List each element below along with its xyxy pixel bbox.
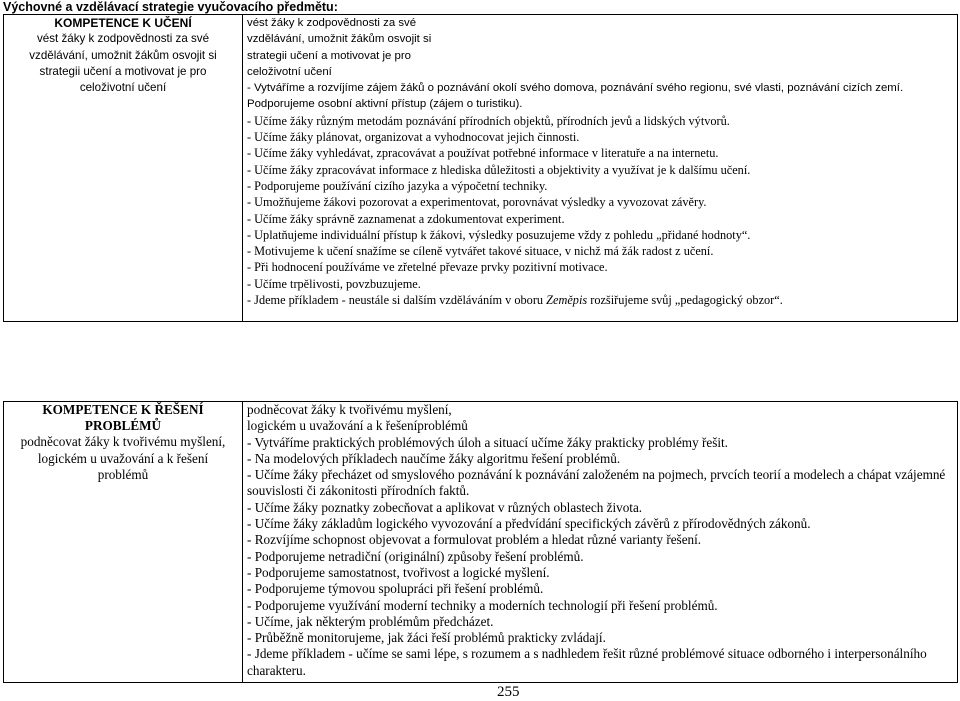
competence-learning-title: KOMPETENCE K UČENÍ: [54, 16, 192, 30]
competence-learning-goal-line: vést žáky k zodpovědnosti za své: [36, 32, 210, 46]
competence-problem-solving-goal-line: podněcovat žáky k tvořivému myšlení,: [20, 434, 226, 450]
competence-problem-solving-title: PROBLÉMŮ: [84, 418, 162, 434]
section-heading: Výchovné a vzdělávací strategie vyučovacího předmětu:: [3, 0, 338, 14]
competence-problem-solving-table: [3, 401, 958, 683]
competence-learning-goal-line: vzdělávání, umožnit žákům osvojit si: [29, 48, 217, 62]
competence-learning-intro-line: strategii učení a motivovat je pro: [247, 49, 411, 62]
strategy-item: - Učíme žáky plánovat, organizovat a vyhodnocovat jejich činnosti.: [247, 130, 580, 145]
strategy-item: - Motivujeme k učení snažíme se cíleně vytvářet takové situace, v nichž má žák radost z učení.: [247, 244, 714, 259]
competence-learning-left-cell: [4, 15, 243, 322]
strategy-item: - Umožňujeme žákovi pozorovat a experimentovat, porovnávat výsledky a vyvozovat závěry.: [247, 195, 707, 210]
strategy-item: - Učíme žáky poznatky zobecňovat a aplikovat v různých oblastech života.: [247, 499, 643, 515]
page-number: 255: [497, 684, 520, 700]
strategy-item: - Podporujeme samostatnost, tvořivost a logické myšlení.: [247, 564, 550, 580]
strategy-text: rozšiřujeme svůj „pedagogický obzor“.: [587, 293, 783, 308]
competence-problem-solving-title: KOMPETENCE K ŘEŠENÍ: [42, 402, 204, 417]
competence-problem-solving-goal-line: problémů: [97, 466, 149, 482]
strategy-item: - Učíme žáky zpracovávat informace z hlediska důležitosti a objektivity a využívat je k dalšímu učení.: [247, 162, 751, 177]
competence-problem-solving-intro-line: podněcovat žáky k tvořivému myšlení,: [247, 402, 452, 417]
strategy-item: - Na modelových příkladech naučíme žáky algoritmu řešení problémů.: [247, 450, 621, 466]
strategy-item: - Učíme žáky přecházet od smyslového poznávání k poznávání založeném na pojmech, prvcích teorií a modelech a chápat vzájemné souvislosti či zákonitosti přírodních faktů.: [247, 467, 946, 499]
competence-learning-intro-line: vzdělávání, umožnit žákům osvojit si: [247, 33, 432, 46]
competence-problem-solving-intro-line: logickém u uvažování a k řešeníproblémů: [247, 418, 468, 434]
strategy-item: - Učíme trpělivosti, povzbuzujeme.: [247, 276, 421, 291]
competence-learning-intro-line: vést žáky k zodpovědnosti za své: [247, 17, 417, 29]
competence-problem-solving-strategies-cell: [243, 402, 958, 683]
strategy-item: - Učíme žáky vyhledávat, zpracovávat a používat potřebné informace v literatuře a na internetu.: [247, 146, 719, 161]
strategy-text: - Jdeme příkladem - neustále si dalším vzděláváním v oboru: [247, 293, 547, 308]
strategy-item: - Učíme žáky základům logického vyvozování a předvídání specifických závěrů z přírodovědných zákonů.: [247, 516, 811, 532]
strategy-item: - Při hodnocení používáme ve zřetelné převaze prvky pozitivní motivace.: [247, 260, 608, 275]
strategy-item: - Vytváříme a rozvíjíme zájem žáků o poznávání okolí svého domova, poznávání svého regionu, své vlasti, poznávání cizích zemí. Podporujeme osobní aktivní přístup (zájem o turistiku).: [247, 82, 904, 111]
strategy-item: - Podporujeme používání cizího jazyka a výpočetní techniky.: [247, 178, 548, 193]
competence-problem-solving-goal-line: logickém u uvažování a k řešení: [37, 450, 209, 466]
competence-problem-solving-left-cell: [4, 402, 243, 683]
strategy-item: - Průběžně monitorujeme, jak žáci řeší problémů prakticky zvládají.: [247, 630, 606, 646]
strategy-item: - Podporujeme týmovou spolupráci při řešení problémů.: [247, 581, 544, 597]
competence-learning-table: [3, 14, 958, 322]
strategy-item: - Vytváříme praktických problémových úloh a situací učíme žáky prakticky problémy řešit.: [247, 434, 728, 450]
competence-learning-goal-line: celoživotní učení: [79, 81, 167, 95]
strategy-item: - Podporujeme netradiční (originální) způsoby řešení problémů.: [247, 548, 584, 564]
strategy-item: - Učíme žáky různým metodám poznávání přírodních objektů, přírodních jevů a lidských výtvorů.: [247, 113, 730, 128]
subject-name: Zeměpis: [546, 293, 588, 308]
strategy-item: - Učíme, jak některým problémům předcházet.: [247, 613, 494, 629]
competence-learning-strategies-cell: [243, 15, 958, 322]
strategy-item: - Rozvíjíme schopnost objevovat a formulovat problém a hledat různé varianty řešení.: [247, 532, 702, 548]
strategy-item-last: [247, 292, 957, 308]
competence-learning-goal-line: strategii učení a motivovat je pro: [39, 64, 207, 78]
strategy-item: - Uplatňujeme individuální přístup k žákovi, výsledky posuzujeme vždy z pohledu „přidané hodnoty“.: [247, 227, 751, 242]
strategy-item: - Jdeme příkladem - učíme se sami lépe, s rozumem a s nadhledem řešit různé problémové situace odborného i interpersonálního charakteru.: [247, 646, 927, 678]
strategy-item: - Učíme žáky správně zaznamenat a zdokumentovat experiment.: [247, 211, 565, 226]
strategy-item: - Podporujeme využívání moderní techniky a moderních technologií při řešení problémů.: [247, 597, 718, 613]
competence-learning-intro-line: celoživotní učení: [247, 65, 332, 78]
